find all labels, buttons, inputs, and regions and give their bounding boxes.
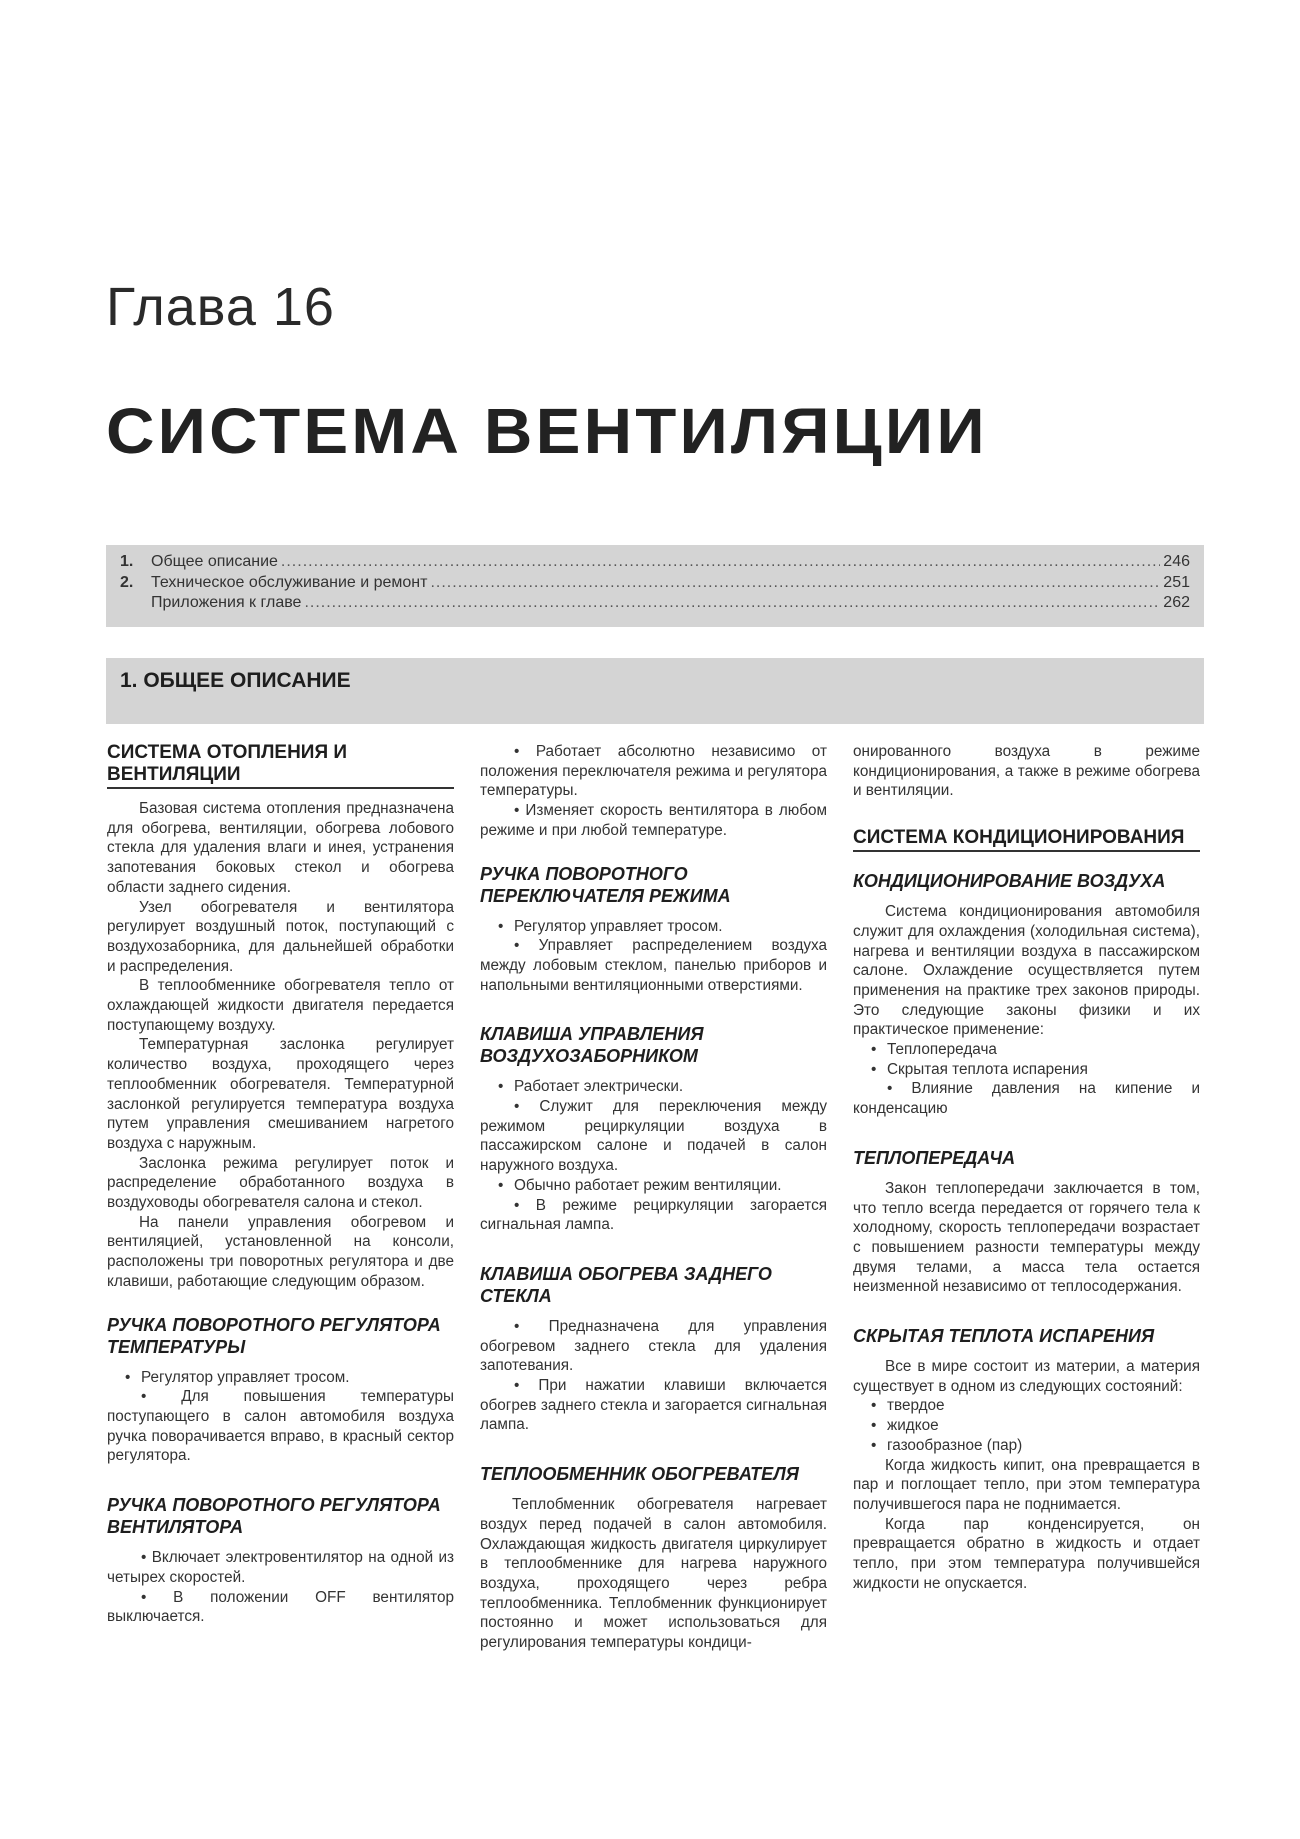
bullet-item: • Обычно работает режим вентиляции.: [480, 1176, 827, 1196]
text-column-3: [853, 742, 1200, 1594]
bullet-item: • Предназначена для управления обогревом заднего стекла для удаления запотевания.: [480, 1317, 827, 1376]
bullet-item: • Регулятор управляет тросом.: [107, 1368, 454, 1388]
subheading-intake-key: КЛАВИША УПРАВЛЕНИЯ ВОЗДУХОЗАБОРНИКОМ: [480, 1024, 704, 1067]
paragraph: Закон теплопередачи заключается в том, что тепло всегда передается от горячего тела к холодному, скорость теплопередачи возрастает с повышением разности температуры между двумя телами, а масса тела остается неизменной независимо от теплосодержания.: [853, 1179, 1200, 1296]
heading-heating-ventilation: СИСТЕМА ОТОПЛЕНИЯ И ВЕНТИЛЯЦИИ: [107, 742, 454, 789]
subheading-heater-core: ТЕПЛООБМЕННИК ОБОГРЕВАТЕЛЯ: [480, 1464, 799, 1485]
toc-page: 262: [1163, 594, 1190, 611]
paragraph: На панели управления обогревом и вентиляцией, установленной на консоли, расположены три поворотных регулятора и две клавиши, работающие следующим образом.: [107, 1213, 454, 1290]
bullet-item: • Работает электрически.: [480, 1077, 827, 1097]
bullet-item: • Служит для переключения между режимом рециркуляции воздуха в пассажирском салоне и подачей в салон наружного воздуха.: [480, 1097, 827, 1176]
toc-row[interactable]: [120, 573, 1190, 594]
subheading-rear-defrost-key: КЛАВИША ОБОГРЕВА ЗАДНЕГО СТЕКЛА: [480, 1263, 772, 1306]
subheading-latent-heat: СКРЫТАЯ ТЕПЛОТА ИСПАРЕНИЯ: [853, 1326, 1155, 1347]
subheading-air-conditioning: КОНДИЦИОНИРОВАНИЕ ВОЗДУХА: [853, 871, 1166, 892]
bullet-item: • При нажатии клавиши включается обогрев заднего стекла и загорается сигнальная лампа.: [480, 1376, 827, 1435]
toc-number: [120, 593, 151, 614]
subheading-heat-transfer: ТЕПЛОПЕРЕДАЧА: [853, 1147, 1016, 1168]
bullet-item: • В режиме рециркуляции загорается сигнальная лампа.: [480, 1196, 827, 1235]
toc-page: 246: [1163, 553, 1190, 570]
chapter-label: Глава 16: [106, 277, 335, 337]
section-title: 1. ОБЩЕЕ ОПИСАНИЕ: [120, 669, 351, 692]
chapter-title: СИСТЕМА ВЕНТИЛЯЦИИ: [106, 395, 988, 467]
paragraph: Температурная заслонка регулирует количество воздуха, проходящего через теплообменник обогревателя. Температурной заслонкой регулируется температура воздуха путем управления смешиванием нагретого воздуха с наружным.: [107, 1036, 454, 1152]
paragraph: Теплобменник обогревателя нагревает воздух перед подачей в салон автомобиля. Охлаждающая жидкость двигателя циркулирует в теплообменнике для нагрева наружного воздуха, проходящего через ребра теплообменника. Теплобменник функционирует постоянно и может использоваться для регулирования температуры кондици-: [480, 1496, 827, 1652]
text-column-2: [480, 742, 827, 1653]
toc-row[interactable]: [120, 552, 1190, 573]
section-header: [106, 658, 1204, 724]
bullet-item: • Влияние давления на кипение и конденсацию: [853, 1079, 1200, 1118]
toc-row[interactable]: [120, 593, 1190, 614]
toc-number: 1.: [120, 553, 134, 570]
paragraph: Когда жидкость кипит, она превращается в пар и поглощает тепло, при этом температура получившегося пара не поднимается.: [853, 1456, 1200, 1513]
paragraph: Заслонка режима регулирует поток и распределение обработанного воздуха в воздуховоды обогревателя салона и стекол.: [107, 1154, 454, 1212]
bullet-item: • Регулятор управляет тросом.: [480, 917, 827, 937]
toc-leader: [304, 593, 1160, 614]
paragraph: онированного воздуха в режиме кондиционирования, а также в режиме обогрева и вентиляции.: [853, 743, 1200, 800]
paragraph: Базовая система отопления предназначена для обогрева, вентиляции, обогрева лобового стекла для удаления влаги и инея, устранения запотевания боковых стекол и обогрева области заднего сидения.: [107, 800, 454, 896]
heading-air-conditioning-system: СИСТЕМА КОНДИЦИОНИРОВАНИЯ: [853, 827, 1200, 852]
bullet-item: • твердое: [853, 1396, 1200, 1416]
bullet-item: • В положении OFF вентилятор выключается.: [107, 1588, 454, 1627]
bullet-item: • Для повышения температуры поступающего в салон автомобиля воздуха ручка поворачивается вправо, в красный сектор регулятора.: [107, 1387, 454, 1466]
toc-leader: [281, 552, 1160, 573]
paragraph: Когда пар конденсируется, он превращается обратно в жидкость и отдает тепло, при этом температура получившейся жидкости не опускается.: [853, 1515, 1200, 1592]
paragraph: Все в мире состоит из материи, а материя существует в одном из следующих состояний:: [853, 1358, 1200, 1395]
toc-page: 251: [1163, 573, 1190, 591]
bullet-item: • Теплопередача: [853, 1040, 1200, 1060]
toc-text: Общее описание: [151, 553, 278, 570]
paragraph: В теплообменнике обогревателя тепло от охлаждающей жидкости двигателя передается поступающему воздуху.: [107, 977, 454, 1034]
bullet-item: • Изменяет скорость вентилятора в любом режиме и при любой температуре.: [480, 801, 827, 840]
bullet-item: • Скрытая теплота испарения: [853, 1060, 1200, 1080]
subheading-temperature-knob: РУЧКА ПОВОРОТНОГО РЕГУЛЯТОРА ТЕМПЕРАТУРЫ: [107, 1314, 441, 1357]
toc-text: Приложения к главе: [151, 594, 302, 611]
toc-number: 2.: [120, 573, 134, 591]
table-of-contents: [106, 545, 1204, 627]
toc-text: Техническое обслуживание и ремонт: [151, 573, 428, 591]
bullet-item: • Работает абсолютно независимо от положения переключателя режима и регулятора температуры.: [480, 742, 827, 801]
toc-leader: [430, 573, 1160, 594]
bullet-item: • жидкое: [853, 1416, 1200, 1436]
bullet-item: • Включает электровентилятор на одной из четырех скоростей.: [107, 1548, 454, 1587]
bullet-item: • Управляет распределением воздуха между лобовым стеклом, панелью приборов и напольными вентиляционными отверстиями.: [480, 936, 827, 995]
text-column-1: [107, 742, 454, 1627]
paragraph: Система кондиционирования автомобиля служит для охлаждения (холодильная система), нагрева и вентиляции воздуха в пассажирском салоне. Охлаждение осуществляется путем применения на практике трех законов природы. Это следующие законы физики и их практическое применение:: [853, 903, 1200, 1039]
bullet-item: • газообразное (пар): [853, 1436, 1200, 1456]
paragraph: Узел обогревателя и вентилятора регулирует воздушный поток, поступающий с воздухозаборника, для дальнейшей обработки и распределения.: [107, 898, 454, 975]
subheading-fan-knob: РУЧКА ПОВОРОТНОГО РЕГУЛЯТОРА ВЕНТИЛЯТОРА: [107, 1495, 441, 1538]
subheading-mode-knob: РУЧКА ПОВОРОТНОГО ПЕРЕКЛЮЧАТЕЛЯ РЕЖИМА: [480, 863, 731, 906]
